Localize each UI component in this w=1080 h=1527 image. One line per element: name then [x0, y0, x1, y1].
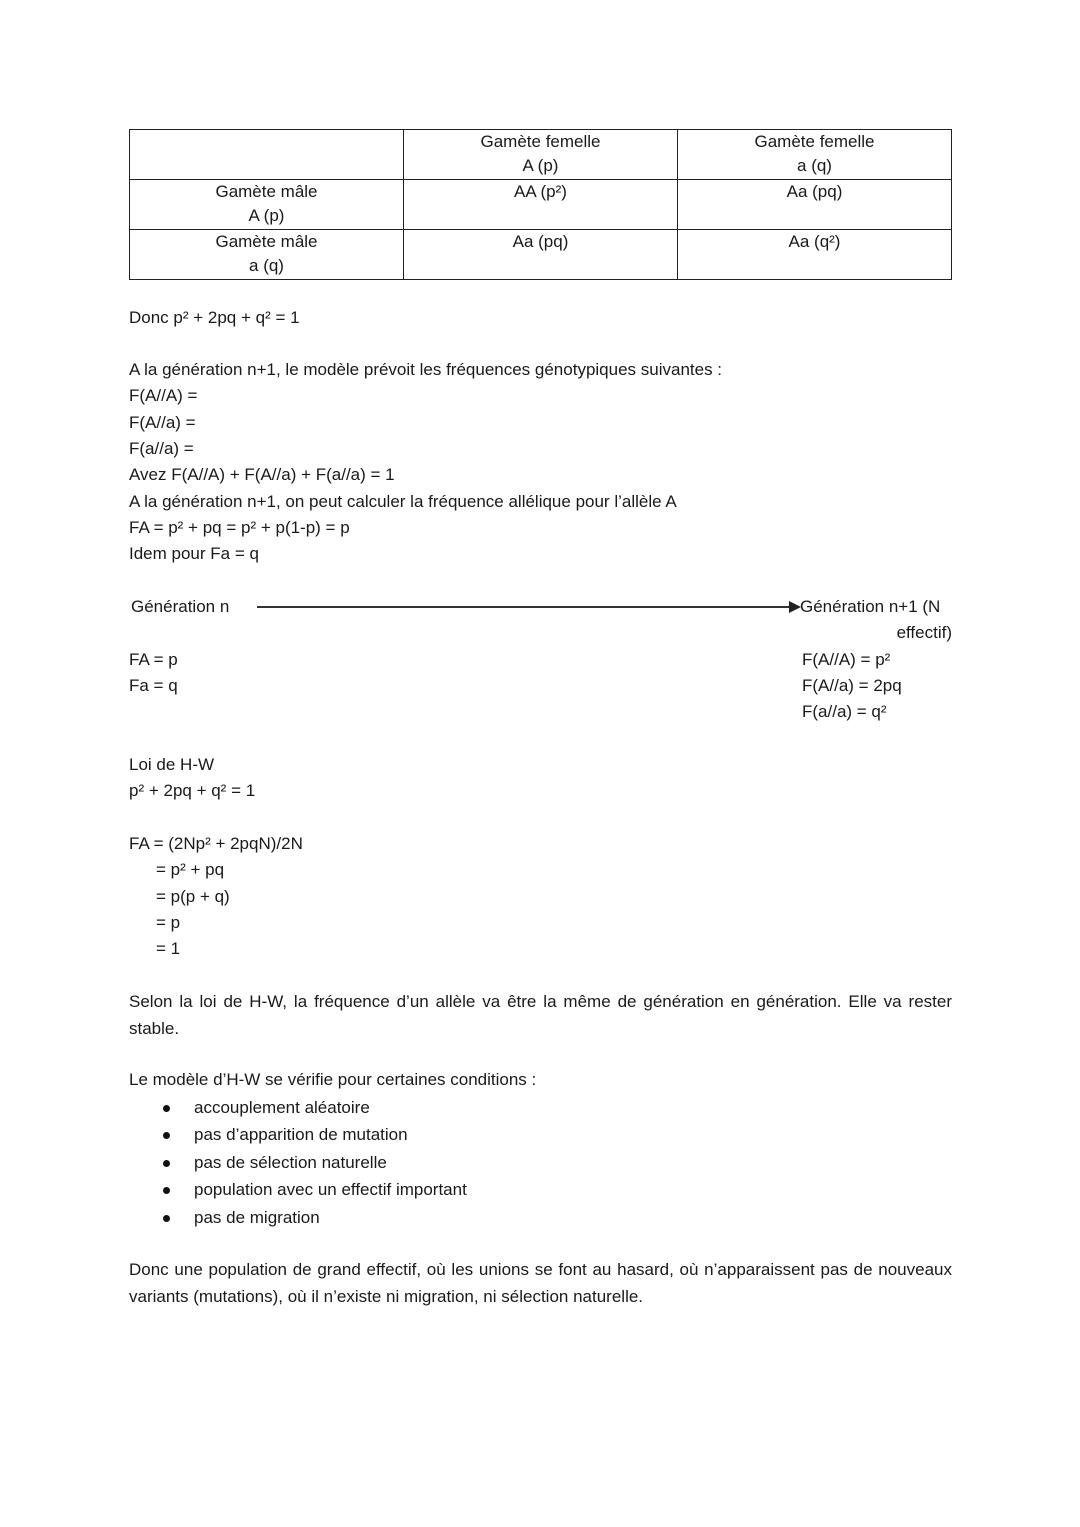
- row-label-cell: [130, 230, 404, 280]
- bullet-icon: [163, 1105, 170, 1112]
- list-item-text: pas de sélection naturelle: [194, 1152, 387, 1172]
- list-item-text: pas d’apparition de mutation: [194, 1125, 408, 1145]
- conditions-intro: Le modèle d’H-W se vérifie pour certaines conditions :: [129, 1070, 537, 1089]
- header-label: Gamète femelle: [754, 132, 875, 151]
- conditions-list: [129, 1094, 467, 1231]
- list-item: [129, 1204, 467, 1231]
- law-title: Loi de H-W: [129, 755, 215, 774]
- conclusion-paragraph: Selon la loi de H-W, la fréquence d’un allèle va être la même de génération en génération. Elle va rester stable.: [129, 992, 952, 1038]
- derivation-step: = p: [156, 913, 181, 932]
- gen-n-FA: FA = p: [129, 650, 178, 669]
- freq-Aa: F(A//a) =: [129, 413, 196, 432]
- header-label: Gamète femelle: [480, 132, 601, 151]
- row-label: Gamète mâle: [215, 232, 318, 251]
- genotype-cell: Aa (pq): [404, 230, 678, 280]
- final-paragraph: Donc une population de grand effectif, où les unions se font au hasard, où n’apparaissent pas de nouveaux variants (mutations), où il n’existe ni migration, ni sélection naturelle.: [129, 1260, 952, 1306]
- freq-AA: F(A//A) =: [129, 386, 198, 405]
- list-item: [129, 1176, 467, 1203]
- list-item: [129, 1121, 467, 1148]
- derivation-first: FA = (2Np² + 2pqN)/2N: [129, 834, 303, 853]
- row-label: Gamète mâle: [215, 182, 318, 201]
- row-allele: a (q): [249, 256, 284, 275]
- allele-freq-a: Idem pour Fa = q: [129, 544, 259, 563]
- allele-freq-intro: A la génération n+1, on peut calculer la fréquence allélique pour l’allèle A: [129, 492, 677, 511]
- genotype-cell: Aa (q²): [678, 230, 952, 280]
- row-label-cell: [130, 180, 404, 230]
- allele-freq-A: FA = p² + pq = p² + p(1-p) = p: [129, 518, 350, 537]
- derivation-step: = p(p + q): [156, 887, 230, 906]
- header-allele: A (p): [522, 156, 559, 175]
- table-corner-cell: [130, 130, 404, 180]
- generation-n1-label-line2: effectif): [896, 623, 952, 642]
- bullet-icon: [163, 1215, 170, 1222]
- bullet-icon: [163, 1132, 170, 1139]
- freq-aa: F(a//a) =: [129, 439, 194, 458]
- law-equation: p² + 2pq + q² = 1: [129, 781, 256, 800]
- list-item: [129, 1094, 467, 1121]
- list-item-text: pas de migration: [194, 1207, 320, 1227]
- list-item-text: accouplement aléatoire: [194, 1098, 370, 1117]
- bullet-icon: [163, 1187, 170, 1194]
- generation-intro: A la génération n+1, le modèle prévoit les fréquences génotypiques suivantes :: [129, 360, 723, 379]
- genotype-cell: AA (p²): [404, 180, 678, 230]
- punnett-table: [129, 129, 952, 280]
- table-header-cell: [404, 130, 678, 180]
- gen-n1-Aa: F(A//a) = 2pq: [802, 676, 902, 695]
- gen-n1-AA: F(A//A) = p²: [802, 650, 891, 669]
- generation-n1-label: [800, 594, 952, 646]
- donc-equation: Donc p² + 2pq + q² = 1: [129, 308, 300, 327]
- bullet-icon: [163, 1160, 170, 1167]
- freq-sum: Avez F(A//A) + F(A//a) + F(a//a) = 1: [129, 465, 395, 484]
- derivation-step: = 1: [156, 939, 181, 958]
- table-header-row: [130, 130, 952, 180]
- genotype-cell: Aa (pq): [678, 180, 952, 230]
- derivation-step: = p² + pq: [156, 860, 225, 879]
- gen-n-Fa: Fa = q: [129, 676, 178, 695]
- list-item: [129, 1149, 467, 1176]
- table-row: [130, 180, 952, 230]
- gen-n1-values: [802, 647, 954, 725]
- table-row: [130, 230, 952, 280]
- gen-n1-aa: F(a//a) = q²: [802, 702, 887, 721]
- table-header-cell: [678, 130, 952, 180]
- generation-n-label: Génération n: [131, 597, 230, 616]
- generation-n1-label-line1: Génération n+1 (N: [800, 597, 941, 616]
- header-allele: a (q): [797, 156, 832, 175]
- list-item-text: population avec un effectif important: [194, 1180, 467, 1200]
- generation-arrow: [257, 606, 791, 608]
- row-allele: A (p): [248, 206, 285, 225]
